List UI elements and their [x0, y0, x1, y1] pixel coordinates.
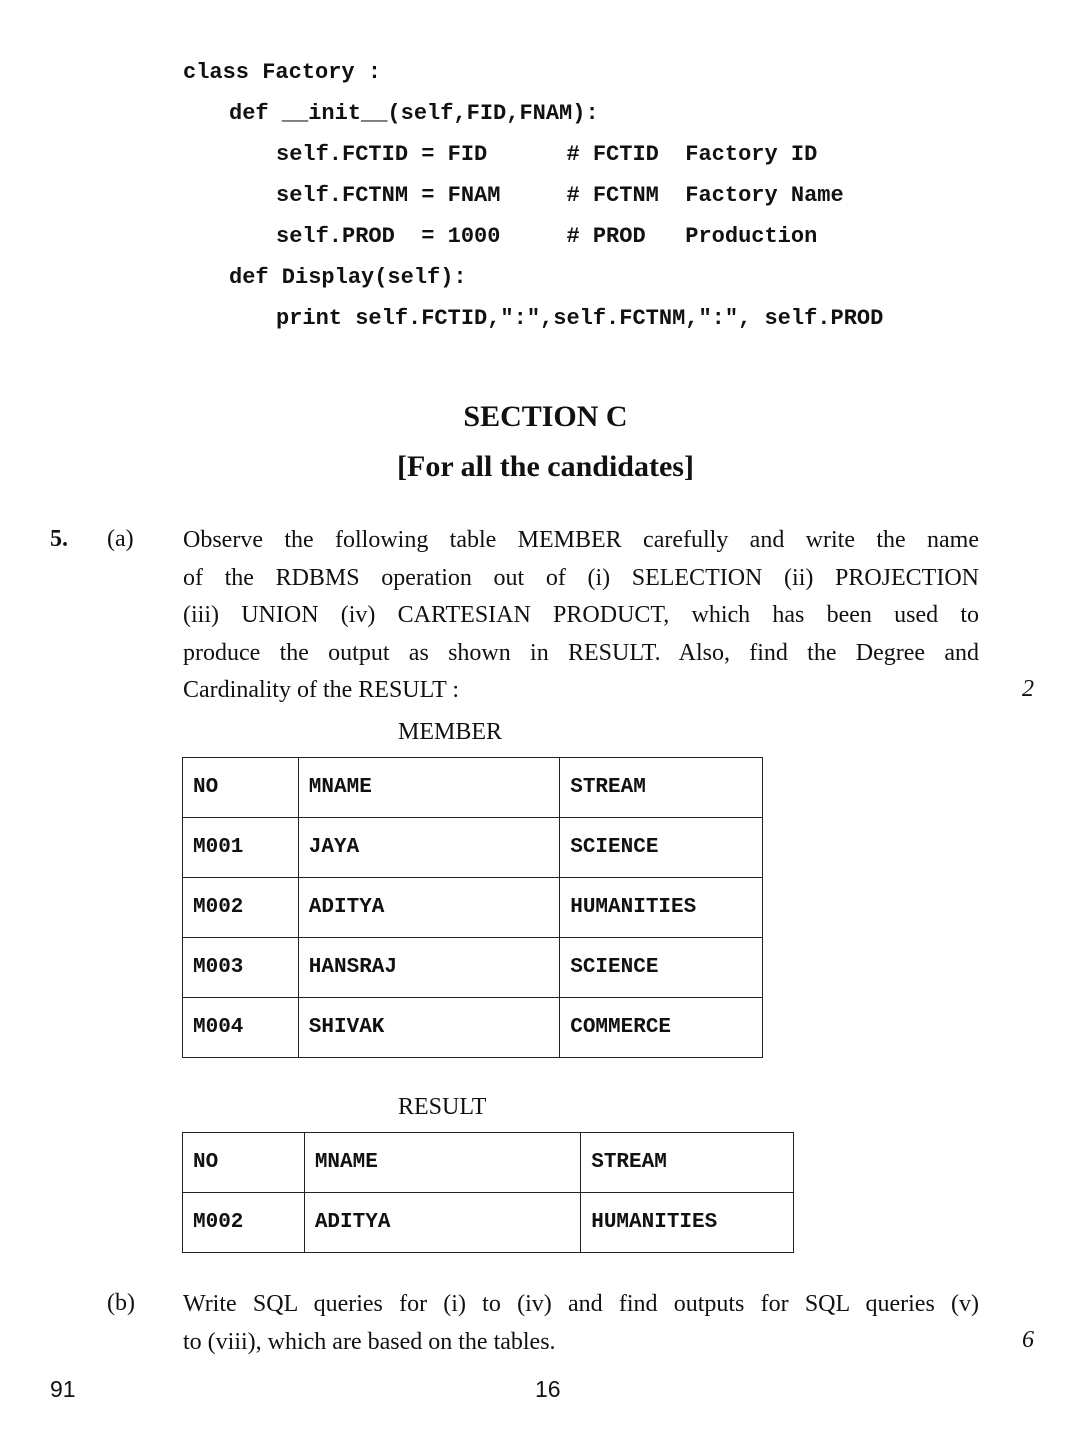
table-header-row	[183, 758, 763, 818]
section-title: SECTION C	[463, 400, 628, 433]
table-row	[183, 938, 763, 998]
code-line: def Display(self):	[229, 265, 467, 290]
table-cell: M002	[183, 878, 299, 938]
table-header-cell: NO	[183, 1133, 305, 1193]
member-table-caption: MEMBER	[398, 719, 503, 745]
part-a-line: Cardinality of the RESULT :	[183, 677, 459, 703]
table-header-cell: MNAME	[304, 1133, 580, 1193]
table-header-cell: NO	[183, 758, 299, 818]
table-cell: M004	[183, 998, 299, 1058]
table-header-cell: STREAM	[581, 1133, 794, 1193]
part-a-line: (iii) UNION (iv) CARTESIAN PRODUCT, which has been used to	[183, 602, 979, 628]
code-line: self.PROD = 1000 # PROD Production	[276, 224, 818, 249]
page-number: 16	[535, 1376, 561, 1402]
part-a-line: of the RDBMS operation out of (i) SELECTION (ii) PROJECTION	[183, 564, 979, 591]
part-b-label: (b)	[107, 1290, 135, 1316]
table-cell: COMMERCE	[560, 998, 763, 1058]
part-b-text	[183, 1286, 979, 1361]
table-row	[183, 1193, 794, 1253]
table-cell: SCIENCE	[560, 938, 763, 998]
part-a-marks: 2	[1022, 676, 1034, 702]
result-table-caption: RESULT	[398, 1094, 487, 1120]
table-cell: SCIENCE	[560, 818, 763, 878]
part-a-line: produce the output as shown in RESULT. Also, find the Degree and	[183, 639, 979, 666]
part-b-line: Write SQL queries for (i) to (iv) and find outputs for SQL queries (v)	[183, 1291, 979, 1317]
paper-code: 91	[50, 1376, 76, 1402]
table-header-cell: MNAME	[298, 758, 559, 818]
table-cell: M002	[183, 1193, 305, 1253]
table-header-row	[183, 1133, 794, 1193]
question-number: 5.	[50, 526, 68, 552]
code-line: self.FCTID = FID # FCTID Factory ID	[276, 142, 818, 167]
table-cell: M003	[183, 938, 299, 998]
member-table	[182, 757, 763, 1058]
table-cell: HUMANITIES	[560, 878, 763, 938]
table-cell: JAYA	[298, 818, 559, 878]
code-line: print self.FCTID,":",self.FCTNM,":", self.PROD	[276, 306, 884, 331]
part-b-marks: 6	[1022, 1327, 1034, 1353]
code-line: self.FCTNM = FNAM # FCTNM Factory Name	[276, 183, 844, 208]
table-cell: ADITYA	[304, 1193, 580, 1253]
table-cell: SHIVAK	[298, 998, 559, 1058]
part-a-label: (a)	[107, 526, 134, 552]
table-cell: M001	[183, 818, 299, 878]
code-line: class Factory :	[183, 60, 382, 85]
table-cell: ADITYA	[298, 878, 559, 938]
part-a-line: Observe the following table MEMBER carefully and write the name	[183, 527, 979, 553]
result-table	[182, 1132, 794, 1253]
table-row	[183, 818, 763, 878]
section-subtitle: [For all the candidates]	[397, 450, 694, 483]
table-header-cell: STREAM	[560, 758, 763, 818]
part-b-line: to (viii), which are based on the tables.	[183, 1328, 556, 1355]
table-cell: HANSRAJ	[298, 938, 559, 998]
table-cell: HUMANITIES	[581, 1193, 794, 1253]
code-line: def __init__(self,FID,FNAM):	[229, 101, 599, 126]
table-row	[183, 878, 763, 938]
table-row	[183, 998, 763, 1058]
part-a-text	[183, 522, 979, 710]
